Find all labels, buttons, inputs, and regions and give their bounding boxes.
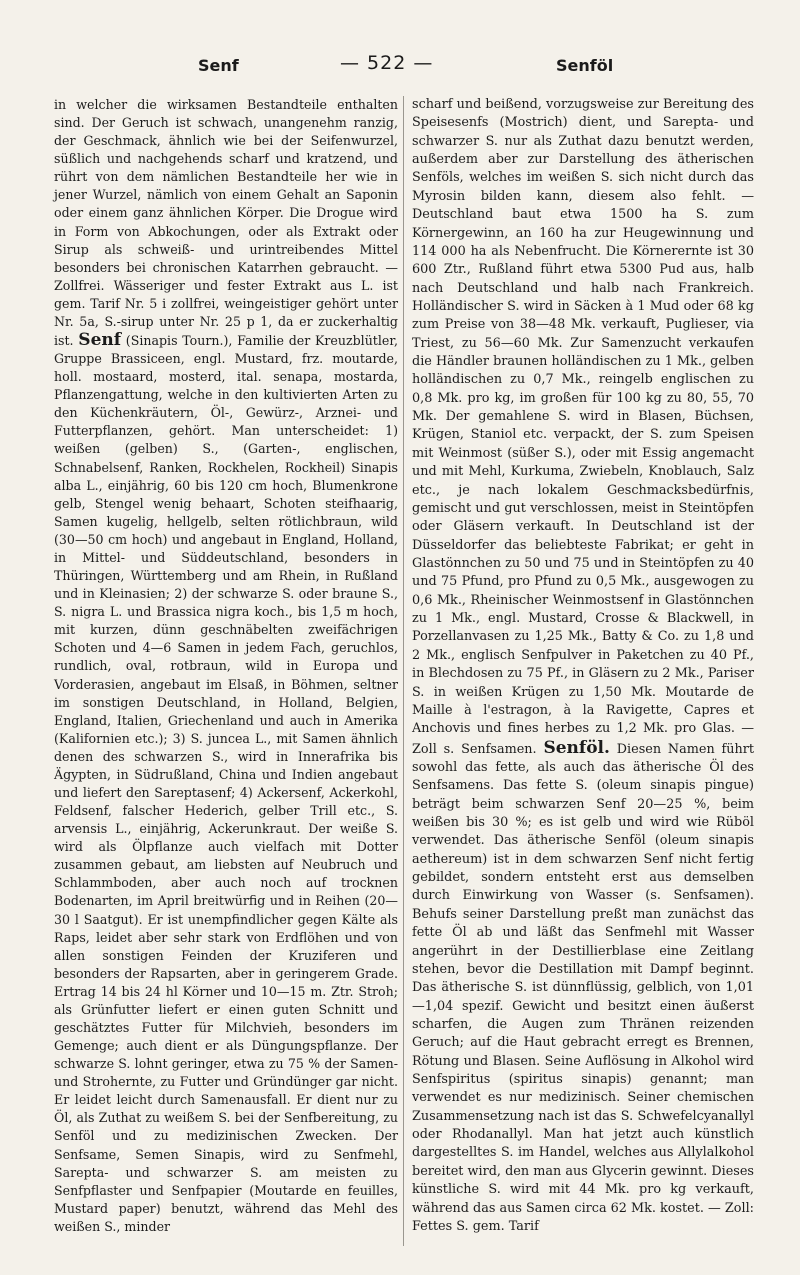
- entry-continuation-text: in welcher die wirksamen Bestandteile enthalten sind. Der Geruch ist schwach, unangenehm ranzig, der Geschmack, ähnlich wie bei der Seifenwurzel, süßlich und nachgehends scharf und kratzend, und rührt von dem nämlichen Bestandteile her wie in jener Wurzel, nämlich von einem Gehalt an Saponin oder einem ganz ähnlichen Körper. Die Drogue wird in Form von Abkochungen, oder als Extrakt oder Sirup als schweiß- und urintreibendes Mittel besonders bei chronischen Katarrhen gebraucht. — Zollfrei. Wässeriger und fester Extrakt aus L. ist gem. Tarif Nr. 5 i zollfrei, weingeistiger gehört unter Nr. 5a, S.-sirup unter Nr. 25 p 1, da er zuckerhaltig ist.: [54, 97, 398, 349]
- left-column-text: [54, 96, 398, 1236]
- header-right-keyword: Senföl: [556, 56, 614, 75]
- right-column-text: [412, 96, 754, 1236]
- column-divider: [403, 96, 404, 1246]
- headword-senfoel: Senföl.: [543, 737, 610, 758]
- entry-senf-continuation-text: scharf und beißend, vorzugsweise zur Bereitung des Speisesenfs (Mostrich) dient, und Sarepta- und schwarzer S. nur als Zuthat dazu benutzt werden, außerdem aber zur Darstellung des ätherischen Senföls, welches im weißen S. sich nicht durch das Myrosin bilden kann, diesem also fehlt. — Deutschland baut etwa 1500 ha S. zum Körnergewinn, an 160 ha zur Heugewinnung und 114 000 ha als Nebenfrucht. Die Körnerernte ist 30 600 Ztr., Rußland führt etwa 5300 Pud aus, halb nach Deutschland und halb nach Frankreich. Holländischer S. wird in Säcken à 1 Mud oder 68 kg zum Preise von 38—48 Mk. verkauft, Puglieser, via Triest, zu 56—60 Mk. Zur Samenzucht verkaufen die Händler braunen holländischen zu 1 Mk., gelben holländischen zu 0,7 Mk., reingelb englischen zu 0,8 Mk. pro kg, im großen für 100 kg zu 80, 55, 70 Mk. Der gemahlene S. wird in Blasen, Büchsen, Krügen, Staniol etc. verpackt, der S. zum Speisen mit Weinmost (süßer S.), oder mit Essig angemacht und mit Mehl, Kurkuma, Zwiebeln, Knoblauch, Salz etc., je nach lokalem Geschmacksbedürfnis, gemischt und gut verschlossen, meist in Steintöpfen oder Gläsern verkauft. In Deutschland ist der Düsseldorfer das beliebteste Fabrikat; er geht in Glastönnchen zu 50 und 75 und in Steintöpfen zu 40 und 75 Pfund, pro Pfund zu 0,5 Mk., ausgewogen zu 0,6 Mk., Rheinischer Weinmostsenf in Glastönnchen zu 1 Mk., engl. Mustard, Crosse & Blackwell, in Porzellanvasen zu 1,25 Mk., Batty & Co. zu 1,8 und 2 Mk., englisch Senfpulver in Paketchen zu 40 Pf., in Blechdosen zu 75 Pf., in Gläsern zu 2 Mk., Pariser S. in weißen Krügen zu 1,50 Mk. Moutarde de Maille à l'estragon, à la Ravigette, Capres et Anchovis und fines herbes zu 1,2 Mk. pro Glas. — Zoll s. Senfsamen.: [412, 97, 754, 757]
- header-left-keyword: Senf: [198, 56, 239, 75]
- entry-senf-text: (Sinapis Tourn.), Familie der Kreuzblütler, Gruppe Brassiceen, engl. Mustard, frz. moutarde, holl. mostaard, mosterd, ital. senapa, mostarda, Pflanzengattung, welche in den kultivierten Arten zu den Küchenkräutern, Öl-, Gewürz-, Arznei- und Futterpflanzen, gehört. Man unterscheidet: 1) weißen (gelben) S., (Garten-, englischen, Schnabelsenf, Ranken, Rockhelen, Rockheil) Sinapis alba L., einjährig, 60 bis 120 cm hoch, Blumenkrone gelb, Stengel wenig behaart, Schoten steifhaarig, Samen kugelig, hellgelb, selten rötlichbraun, wild (30—50 cm hoch) und angebaut in England, Holland, in Mittel- und Süddeutschland, besonders in Thüringen, Württemberg und am Rhein, in Rußland und in Kleinasien; 2) der schwarze S. oder braune S., S. nigra L. und Brassica nigra koch., bis 1,5 m hoch, mit kurzen, dünn geschnäbelten zweifächrigen Schoten und 4—6 Samen in jedem Fach, geruchlos, rundlich, oval, rotbraun, wild in Europa und Vorderasien, angebaut im Elsaß, in Böhmen, seltner im sonstigen Deutschland, in Holland, Belgien, England, Italien, Griechenland und auch in Amerika (Kalifornien etc.); 3) S. juncea L., mit Samen ähnlich denen des schwarzen S., wird in Innerafrika bis Ägypten, in Südrußland, China und Indien angebaut und liefert den Sareptasenf; 4) Ackersenf, Ackerkohl, Feldsenf, falscher Hederich, gelber Trill etc., S. arvensis L., einjährig, Ackerunkraut. Der weiße S. wird als Ölpflanze auch vielfach mit Dotter zusammen gebaut, am liebsten auf Neubruch und Schlammboden, aber auch noch auf trocknen Bodenarten, im April breitwürfig und in Reihen (20—30 l Saatgut). Er ist unempfindlicher gegen Kälte als Raps, leidet aber sehr stark von Erdflöhen und von allen sonstigen Feinden der Kruziferen und besonders der Rapsarten, aber in geringerem Grade. Ertrag 14 bis 24 hl Körner und 10—15 m. Ztr. Stroh; als Grünfutter liefert er einen guten Schnitt und geschätztes Futter für Milchvieh, besonders im Gemenge; auch dient er als Düngungspflanze. Der schwarze S. lohnt geringer, etwa zu 75 % der Samen- und Strohernte, zu Futter und Gründünger gar nicht. Er leidet leicht durch Samenausfall. Er dient nur zu Öl, als Zuthat zu weißem S. bei der Senfbereitung, zu Senföl und zu medizinischen Zwecken. Der Senfsame, Semen Sinapis, wird zu Senfmehl, Sarepta- und schwarzer S. am meisten zu Senfpflaster und Senfpapier (Moutarde en feuilles, Mustard paper) benutzt, während das Mehl des weißen S., minder: [54, 333, 398, 1234]
- page-header: [0, 52, 800, 82]
- page-number: — 522 —: [340, 52, 434, 74]
- headword-senf: Senf: [78, 330, 122, 351]
- left-column: [54, 96, 398, 1236]
- right-column: [412, 96, 754, 1236]
- entry-senfoel-text: Diesen Namen führt sowohl das fette, als auch das ätherische Öl des Senfsamens. Das fette S. (oleum sinapis pingue) beträgt beim schwarzen Senf 20—25 %, beim weißen bis 30 %; es ist gelb und wird wie Rüböl verwendet. Das ätherische Senföl (oleum sinapis aethereum) ist in dem schwarzen Senf nicht fertig gebildet, sondern entsteht erst aus demselben durch Einwirkung von Wasser (s. Senfsamen). Behufs seiner Darstellung preßt man zunächst das fette Öl ab und läßt das Senfmehl mit Wasser angerührt in der Destillierblase eine Zeitlang stehen, bevor die Destillation mit Dampf beginnt. Das ätherische S. ist dünnflüssig, gelblich, von 1,01—1,04 spezif. Gewicht und besitzt einen äußerst scharfen, die Augen zum Thränen reizenden Geruch; auf die Haut gebracht erregt es Brennen, Rötung und Blasen. Seine Auflösung in Alkohol wird Senfspiritus (spiritus sinapis) genannt; man verwendet es nur medizinisch. Seiner chemischen Zusammensetzung nach ist das S. Schwefelcyanallyl oder Rhodanallyl. Man hat jetzt auch künstlich dargestelltes S. im Handel, welches aus Allylalkohol bereitet wird, den man aus Glycerin gewinnt. Dieses künstliche S. wird mit 44 Mk. pro kg verkauft, während das aus Samen circa 62 Mk. kostet. — Zoll: Fettes S. gem. Tarif: [412, 741, 755, 1234]
